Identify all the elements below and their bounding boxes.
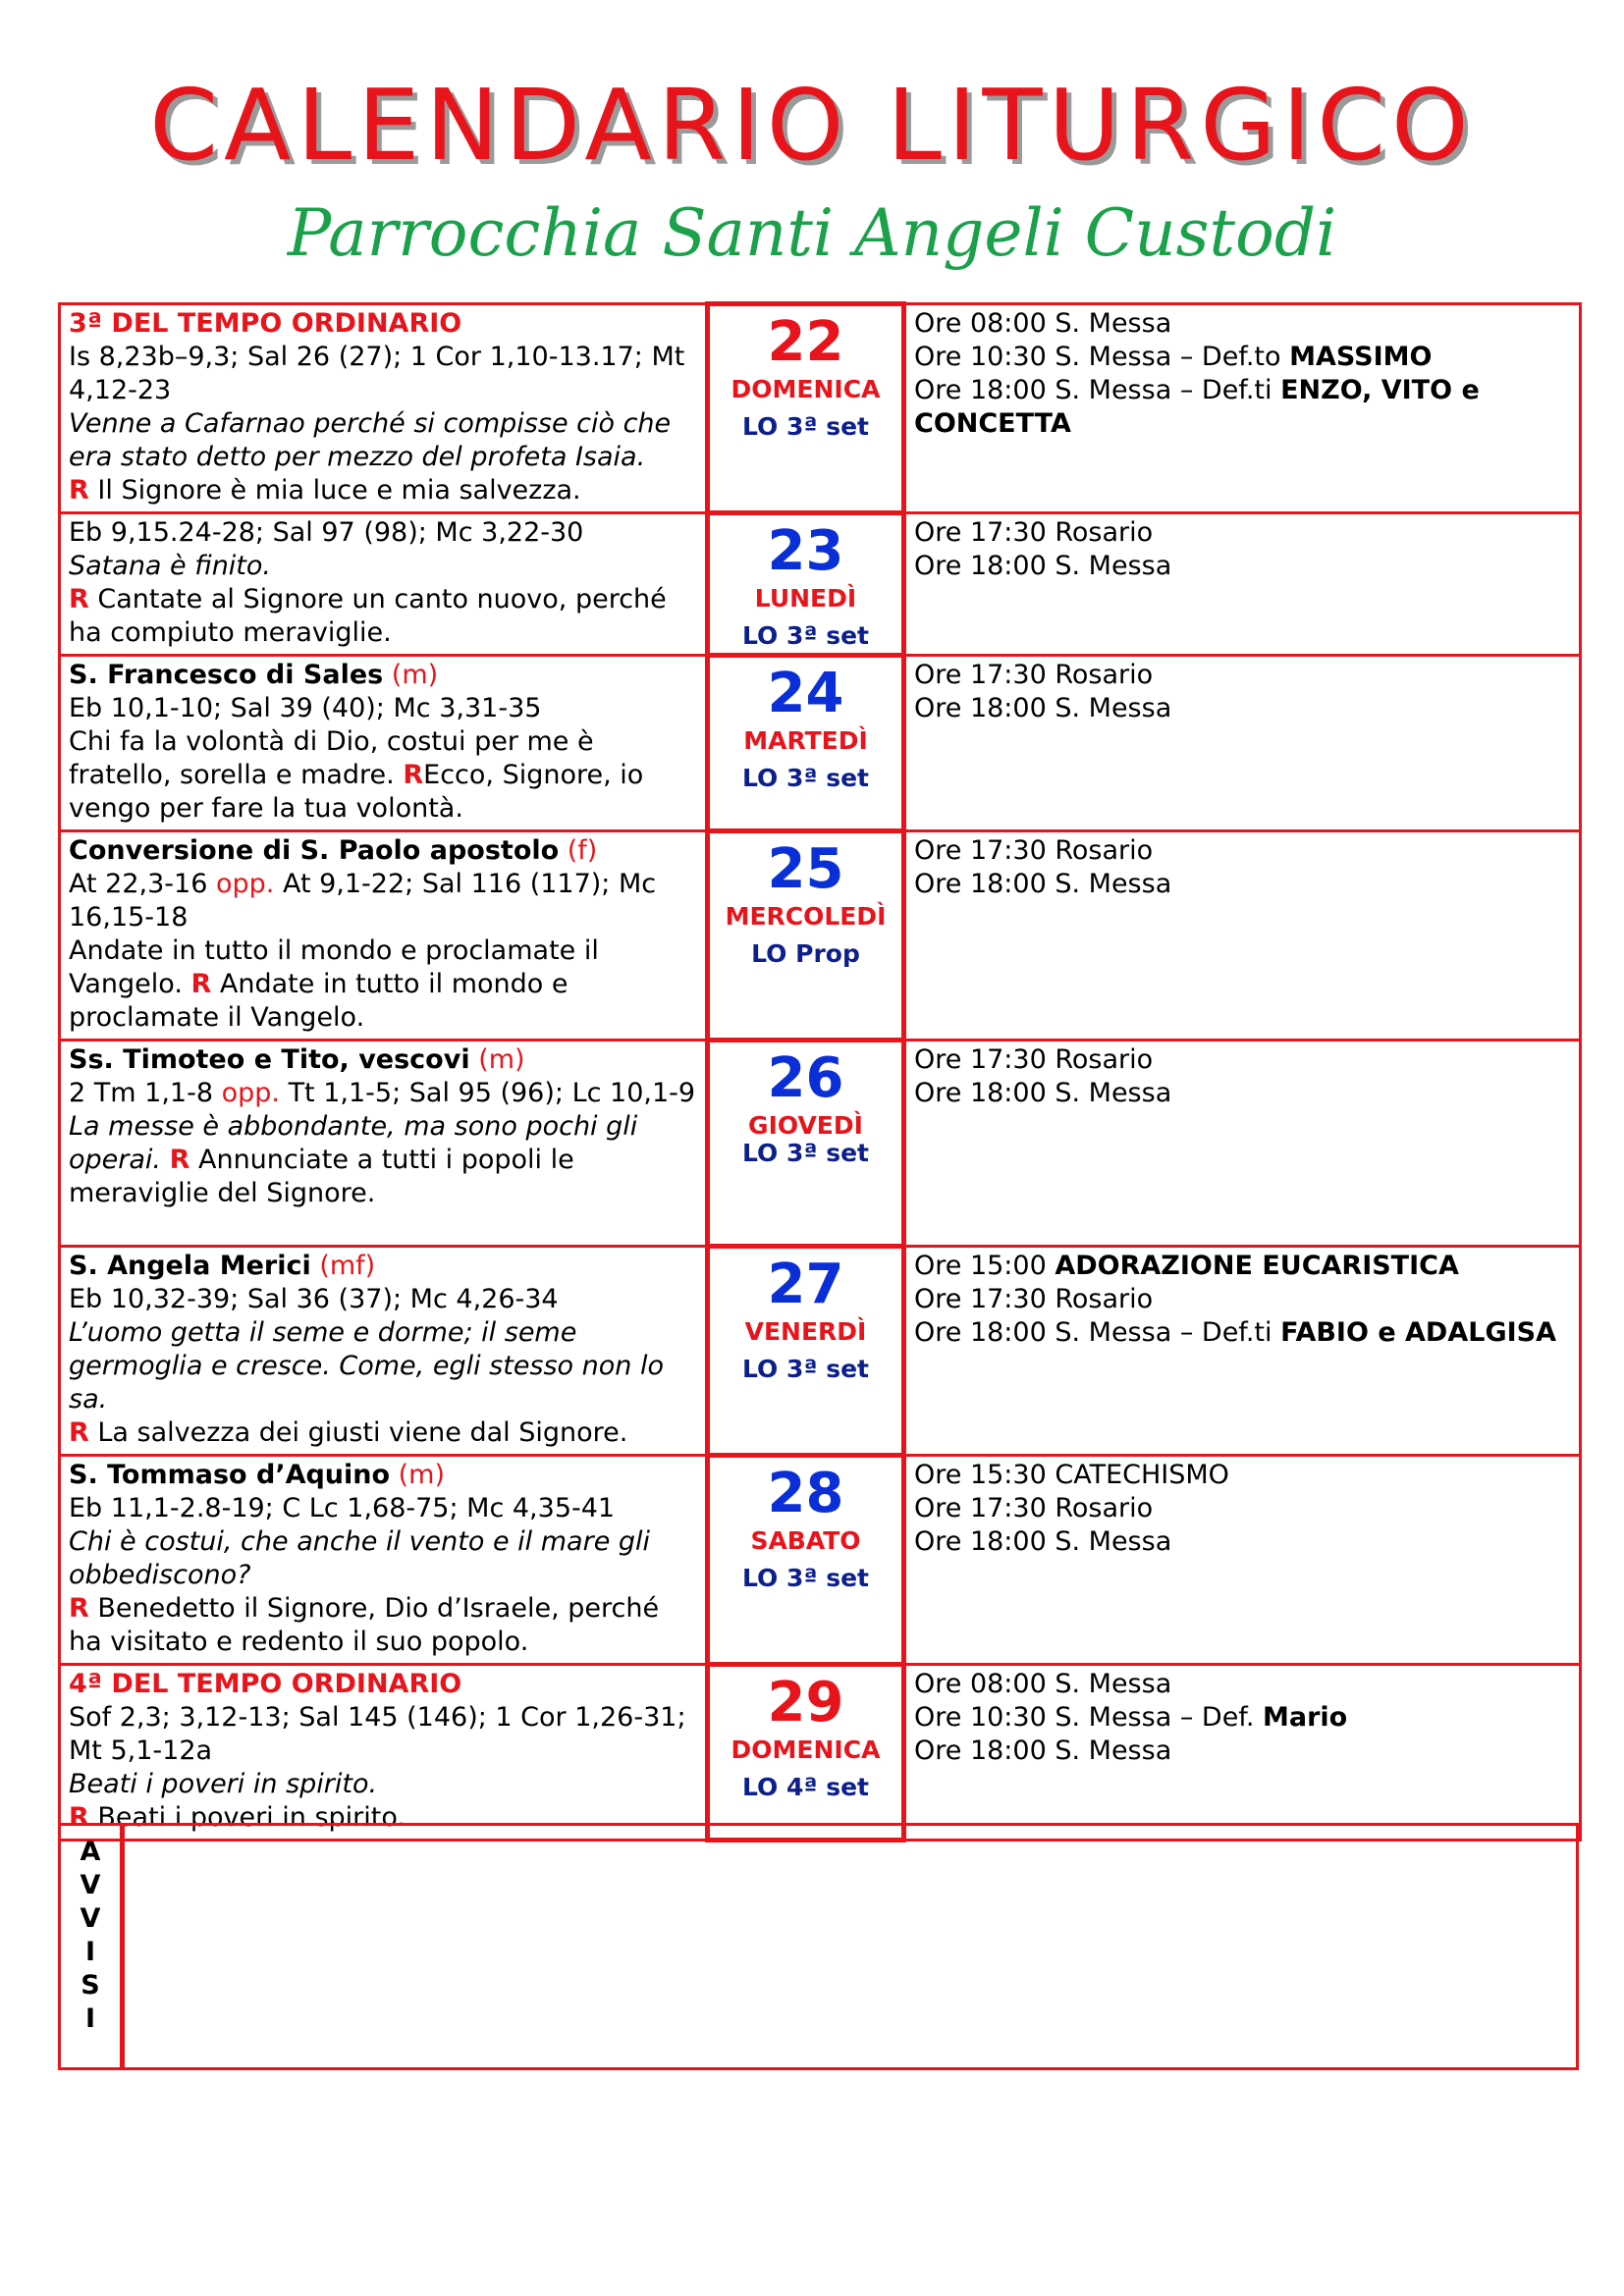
alternative-tag: opp. [215,869,275,899]
readings-cell [60,513,708,656]
gospel-antiphon [69,725,697,826]
schedule-text: Ore 15:00 [914,1251,1056,1281]
celebration-title [69,659,697,692]
response-label: R [169,1145,190,1175]
date-cell [708,1247,904,1456]
date-cell [708,1456,904,1665]
readings-part: 2 Tm 1,1-8 [69,1078,222,1108]
weekday-label: LUNEDÌ [754,584,857,613]
celebration-title [69,1459,697,1492]
response-text: Andate in tutto il mondo e proclamate il Vangelo. [69,969,568,1033]
date-cell [708,831,904,1041]
notices-letter: V [80,1870,101,1900]
readings-cell [60,831,708,1041]
schedule-line [914,659,1571,692]
response-text: Cantate al Signore un canto nuovo, perché ha compiuto meraviglie. [69,584,667,648]
gospel-antiphon: L’uomo getta il seme e dorme; il seme germoglia e cresce. Come, egli stesso non lo sa. [69,1317,665,1415]
liturgy-hours-week: LO 3ª set [742,1355,869,1383]
readings-refs: Eb 9,15.24-28; Sal 97 (98); Mc 3,22-30 [69,517,584,548]
day-row [60,1456,1581,1665]
liturgy-hours-week: LO 4ª set [742,1773,869,1801]
liturgy-hours-week: LO 3ª set [742,621,869,650]
alternative-tag: opp. [221,1078,280,1108]
gospel-antiphon [69,1110,697,1210]
response-label: R [69,475,89,506]
schedule-line [914,1525,1571,1559]
schedule-line [914,307,1571,341]
weekday-label: DOMENICA [731,1735,881,1764]
readings-refs: Sof 2,3; 3,12-13; Sal 145 (146); 1 Cor 1,26-31; Mt 5,1-12a [69,1702,686,1766]
schedule-text: Ore 17:30 Rosario [914,835,1154,866]
schedule-text: Ore 18:00 S. Messa – Def.ti [914,1317,1281,1348]
schedule-line [914,374,1571,441]
readings-cell [60,1456,708,1665]
celebration-title: 3ª DEL TEMPO ORDINARIO [69,308,462,339]
readings-refs: Eb 11,1-2.8-19; C Lc 1,68-75; Mc 4,35-41 [69,1493,616,1523]
schedule-cell [904,1247,1581,1456]
weekday-label: SABATO [750,1526,861,1555]
day-row [60,1041,1581,1247]
readings-cell [60,304,708,513]
rank-tag: (m) [478,1044,525,1075]
schedule-text: Ore 15:30 CATECHISMO [914,1460,1229,1490]
calendar-table [58,301,1582,1842]
schedule-cell [904,513,1581,656]
schedule-line [914,1316,1571,1350]
readings-cell [60,1247,708,1456]
schedule-cell [904,1456,1581,1665]
notices-letter: A [80,1837,101,1867]
schedule-line [914,516,1571,550]
schedule-line [914,341,1571,374]
date-cell [708,656,904,831]
gospel-antiphon: Beati i poveri in spirito. [69,1769,378,1799]
liturgy-hours-week: LO 3ª set [742,1564,869,1592]
readings-refs [69,868,697,934]
response-label: R [69,1417,89,1448]
schedule-text: Ore 18:00 S. Messa [914,693,1172,723]
schedule-text: Ore 08:00 S. Messa [914,308,1172,339]
schedule-name: ADORAZIONE EUCARISTICA [1055,1251,1459,1281]
date-cell [708,1665,904,1841]
weekday-label: GIOVEDÌ [748,1111,863,1140]
day-number: 23 [767,519,844,583]
notices-letter: S [81,1970,100,2001]
schedule-cell [904,1041,1581,1247]
notices-letter: I [84,1937,96,1967]
schedule-line [914,1283,1571,1316]
schedule-cell [904,304,1581,513]
response-label: R [403,760,424,790]
gospel-antiphon: Satana è finito. [69,551,271,581]
response-label: R [69,1593,89,1624]
saint-name: S. Francesco di Sales [69,660,384,690]
notices-content [123,1825,1578,2069]
schedule-line [914,834,1571,868]
schedule-line [914,1459,1571,1492]
readings-part: At 9,1-22; Sal 116 (117); Mc 16,15-18 [69,869,657,933]
day-number: 29 [767,1671,844,1735]
readings-part: At 22,3-16 [69,869,216,899]
response-text: Annunciate a tutti i popoli le meraviglie del Signore. [69,1145,574,1208]
schedule-text: Ore 17:30 Rosario [914,1044,1154,1075]
readings-refs: Eb 10,32-39; Sal 36 (37); Mc 4,26-34 [69,1284,559,1314]
gospel-text: Andate in tutto il mondo e proclamate il Vangelo. [69,935,599,999]
page-title: CALENDARIO LITURGICO [149,68,1475,183]
readings-cell [60,1665,708,1841]
schedule-line [914,1043,1571,1077]
response-label: R [190,969,212,999]
notices-label [60,1825,123,2069]
schedule-text: Ore 18:00 S. Messa [914,1078,1172,1108]
schedule-line [914,1668,1571,1701]
readings-refs: Eb 10,1-10; Sal 39 (40); Mc 3,31-35 [69,693,542,723]
day-number: 27 [767,1253,844,1316]
readings-cell [60,1041,708,1247]
readings-refs: Is 8,23b–9,3; Sal 26 (27); 1 Cor 1,10-13.17; Mt 4,12-23 [69,342,685,405]
schedule-cell [904,1665,1581,1841]
response-text: Il Signore è mia luce e mia salvezza. [97,475,581,506]
schedule-name: Mario [1263,1702,1348,1733]
response-text: Beati i poveri in spirito. [97,1802,406,1833]
schedule-cell [904,656,1581,831]
day-row [60,831,1581,1041]
psalm-response [69,1592,697,1659]
gospel-antiphon: Chi è costui, che anche il vento e il mare gli obbediscono? [69,1526,651,1590]
date-cell [708,513,904,656]
schedule-text: Ore 18:00 S. Messa – Def.ti [914,375,1281,405]
schedule-name: MASSIMO [1289,342,1433,372]
notices-letter: I [84,2003,96,2034]
notices-box [58,1823,1579,2070]
schedule-text: Ore 18:00 S. Messa [914,869,1172,899]
rank-tag: (mf) [319,1251,376,1281]
readings-part: Tt 1,1-5; Sal 95 (96); Lc 10,1-9 [279,1078,696,1108]
schedule-name: ENZO, VITO e CONCETTA [914,375,1480,439]
schedule-line [914,1701,1571,1735]
schedule-line [914,692,1571,725]
schedule-text: Ore 10:30 S. Messa – Def. [914,1702,1264,1733]
schedule-text: Ore 18:00 S. Messa [914,1735,1172,1766]
day-number: 24 [767,662,844,725]
weekday-label: VENERDÌ [744,1317,867,1346]
response-label: R [69,584,89,614]
day-row [60,513,1581,656]
liturgy-hours-week: LO 3ª set [742,1139,869,1167]
day-row [60,656,1581,831]
date-cell [708,1041,904,1247]
response-text: La salvezza dei giusti viene dal Signore. [97,1417,628,1448]
readings-cell [60,656,708,831]
celebration-title [69,1250,697,1283]
schedule-line [914,1492,1571,1525]
schedule-text: Ore 18:00 S. Messa [914,1526,1172,1557]
response-label: R [69,1802,89,1833]
psalm-response [69,474,697,507]
parish-name: Parrocchia Santi Angeli Custodi [287,195,1337,271]
readings-refs [69,1077,697,1110]
gospel-antiphon [69,934,697,1035]
saint-name: S. Tommaso d’Aquino [69,1460,391,1490]
day-number: 26 [767,1046,844,1110]
saint-name: Ss. Timoteo e Tito, vescovi [69,1044,470,1075]
response-text: Ecco, Signore, io vengo per fare la tua volontà. [69,760,644,824]
schedule-text: Ore 17:30 Rosario [914,1493,1154,1523]
liturgy-hours-week: LO Prop [751,939,860,968]
weekday-label: MERCOLEDÌ [725,902,887,931]
schedule-text: Ore 18:00 S. Messa [914,551,1172,581]
schedule-line [914,868,1571,901]
schedule-text: Ore 17:30 Rosario [914,660,1154,690]
celebration-title: 4ª DEL TEMPO ORDINARIO [69,1669,462,1699]
weekday-label: MARTEDÌ [743,726,868,755]
response-text: Benedetto il Signore, Dio d’Israele, perché ha visitato e redento il suo popolo. [69,1593,660,1657]
liturgy-hours-week: LO 3ª set [742,764,869,792]
celebration-title [69,834,697,868]
day-number: 25 [767,837,844,901]
rank-tag: (m) [398,1460,446,1490]
gospel-antiphon: Venne a Cafarnao perché si compisse ciò che era stato detto per mezzo del profeta Isaia. [69,408,672,472]
schedule-text: Ore 17:30 Rosario [914,517,1154,548]
rank-tag: (f) [567,835,598,866]
date-cell [708,304,904,513]
schedule-line [914,1077,1571,1110]
weekday-label: DOMENICA [731,375,881,403]
schedule-name: FABIO e ADALGISA [1280,1317,1556,1348]
day-row [60,304,1581,513]
saint-name: Conversione di S. Paolo apostolo [69,835,560,866]
notices-letter: V [80,1903,101,1934]
liturgy-hours-week: LO 3ª set [742,412,869,441]
schedule-line [914,1250,1571,1283]
rank-tag: (m) [391,660,439,690]
psalm-response [69,583,697,650]
celebration-title [69,1043,697,1077]
psalm-response [69,1416,697,1450]
gospel-text: Chi fa la volontà di Dio, costui per me è fratello, sorella e madre. [69,726,594,790]
day-row [60,1665,1581,1841]
day-number: 22 [767,310,844,374]
schedule-text: Ore 10:30 S. Messa – Def.to [914,342,1290,372]
schedule-line [914,550,1571,583]
schedule-line [914,1735,1571,1768]
schedule-cell [904,831,1581,1041]
schedule-text: Ore 17:30 Rosario [914,1284,1154,1314]
gospel-text: La messe è abbondante, ma sono pochi gli operai. [69,1111,638,1175]
saint-name: S. Angela Merici [69,1251,311,1281]
day-number: 28 [767,1462,844,1525]
day-row [60,1247,1581,1456]
schedule-text: Ore 08:00 S. Messa [914,1669,1172,1699]
